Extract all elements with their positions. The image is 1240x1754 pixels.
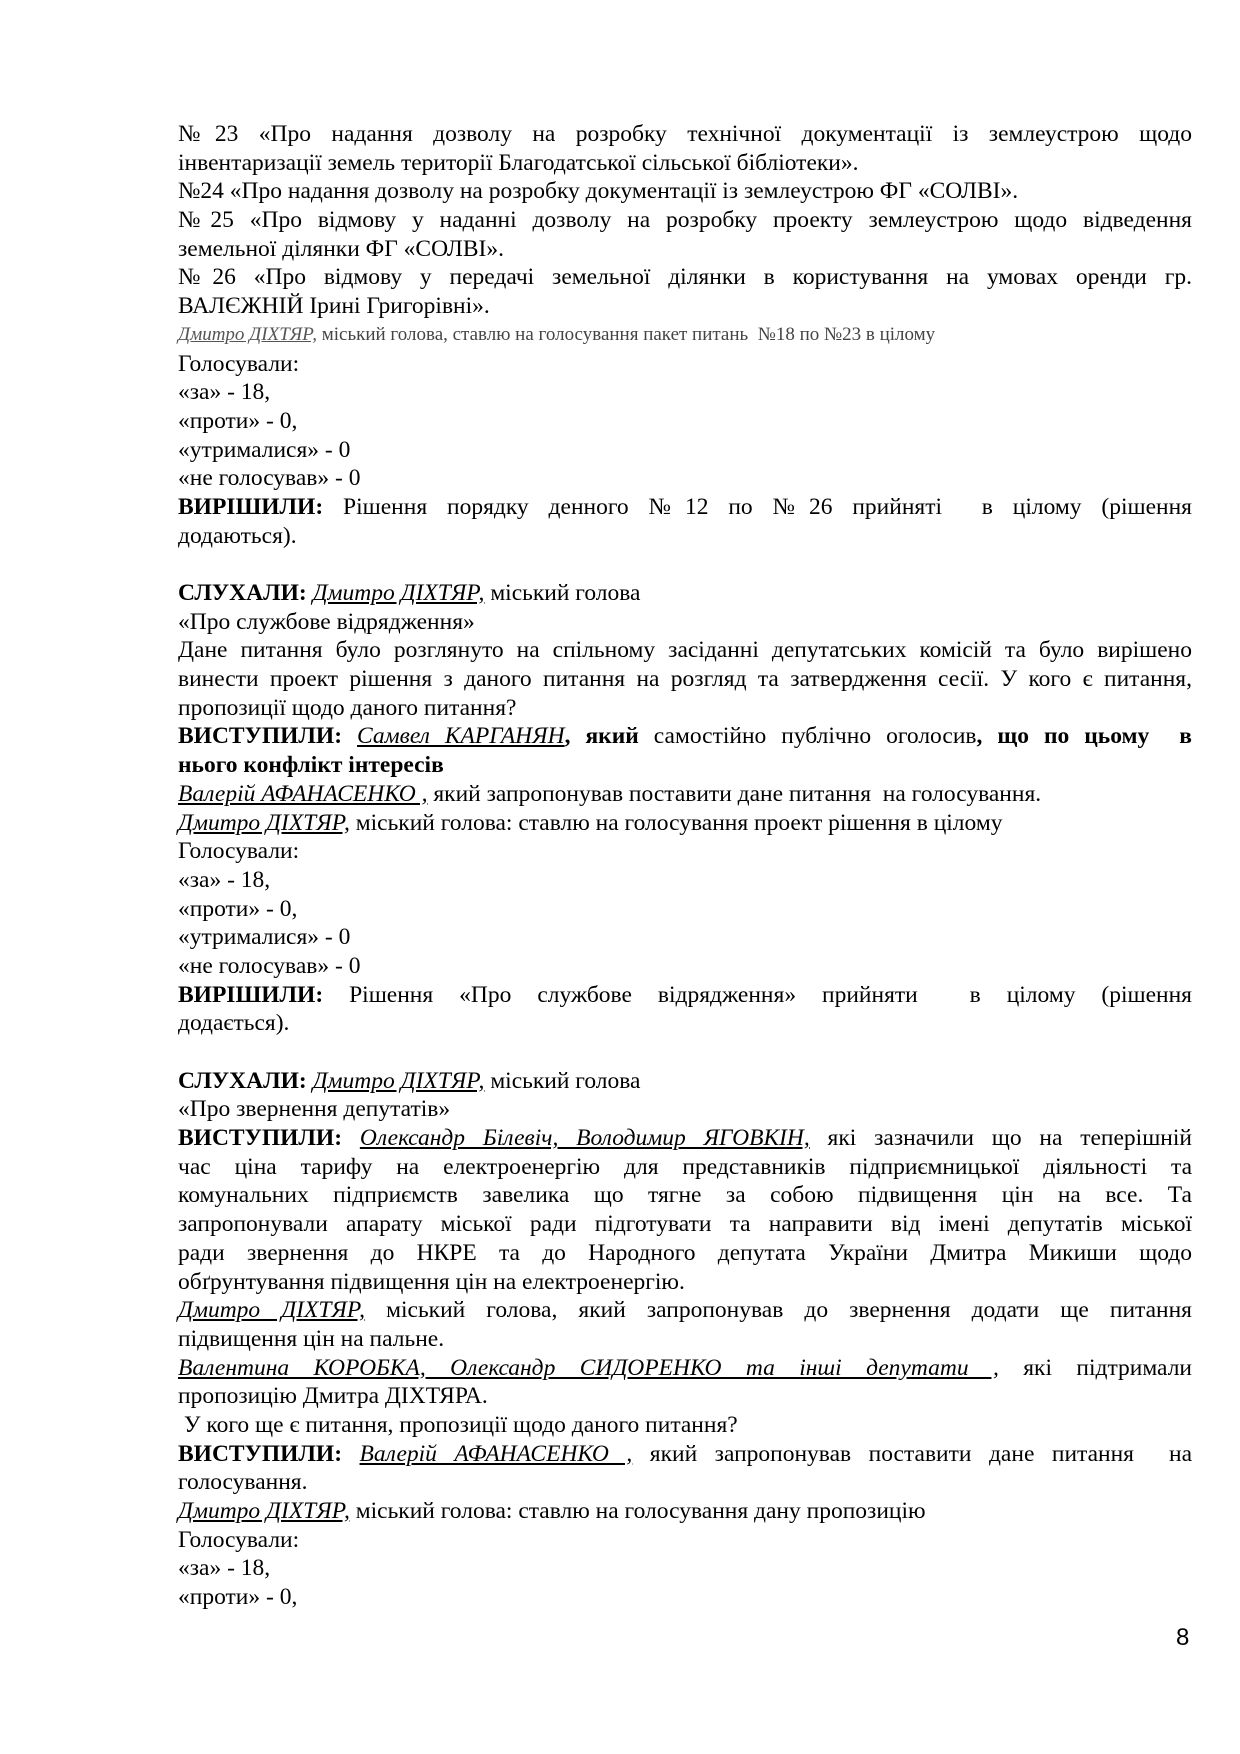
line-text: додаються).	[178, 522, 297, 549]
speaker-name: Валентина КОРОБКА, Олександр СИДОРЕНКО та інші депутати ,	[178, 1354, 999, 1381]
line-text: «за» - 18,	[178, 1555, 271, 1582]
text-line	[178, 378, 1192, 407]
text-line	[178, 206, 1192, 235]
line-text: Дане питання було розглянуто на спільному засіданні депутатських комісій та було вирішено	[178, 637, 1192, 664]
text-line	[178, 1239, 1192, 1268]
section-label: нього конфлікт інтересів	[178, 752, 444, 779]
page-number: 8	[1176, 1624, 1190, 1651]
text-line	[178, 837, 1192, 866]
line-text: №26 «Про відмову у передачі земельної ділянки в користування на умовах оренди гр.	[178, 264, 1192, 291]
text-line	[178, 1124, 1192, 1153]
document-page	[178, 120, 1192, 1612]
line-text: «Про службове відрядження»	[178, 608, 475, 635]
text-line	[178, 1268, 1192, 1297]
line-text: ради звернення до НКРЕ та до Народного депутата України Дмитра Микиши щодо	[178, 1239, 1192, 1266]
line-text: який запропонував поставити дане питання на	[632, 1440, 1192, 1467]
text-line	[178, 694, 1192, 723]
section-label: СЛУХАЛИ:	[178, 580, 313, 606]
text-line	[178, 952, 1192, 981]
text-line	[178, 1210, 1192, 1239]
line-text: міський голова: ставлю на голосування проект рішення в цілому	[349, 809, 1003, 836]
text-line	[178, 1583, 1192, 1612]
line-text: «проти» - 0,	[178, 1584, 298, 1611]
line-text: міський голова: ставлю на голосування дану пропозицію	[349, 1498, 926, 1524]
text-line	[178, 1181, 1192, 1210]
line-text: «за» - 18,	[178, 866, 271, 893]
text-line	[178, 895, 1192, 924]
text-line	[178, 407, 1192, 436]
line-text: Рішення «Про службове відрядження» прийняти в цілому (рішення	[323, 981, 1192, 1008]
speaker-name: Валерій АФАНАСЕНКО ,	[178, 780, 428, 807]
line-text: земельної ділянки ФГ «СОЛВІ».	[178, 235, 504, 262]
speaker-name: Дмитро ДІХТЯР,	[178, 1498, 350, 1524]
text-line	[178, 608, 1192, 637]
text-line	[178, 464, 1192, 493]
text-line	[178, 493, 1192, 522]
section-label: ВИСТУПИЛИ:	[178, 723, 358, 750]
text-line	[178, 1325, 1192, 1354]
text-line	[178, 550, 1192, 579]
line-text: «проти» - 0,	[178, 407, 298, 434]
text-line	[178, 1009, 1192, 1038]
text-line	[178, 665, 1192, 694]
line-text: «проти» - 0,	[178, 895, 298, 922]
line-text: Голосували:	[178, 838, 300, 865]
line-text: ВАЛЄЖНІЙ Ірині Григорівні».	[178, 293, 490, 320]
text-line	[178, 1497, 1192, 1526]
text-line	[178, 866, 1192, 895]
text-line	[178, 1382, 1192, 1411]
text-line	[178, 1153, 1192, 1182]
line-text: міський голова	[484, 580, 641, 606]
speaker-name: Дмитро ДІХТЯР,	[178, 323, 317, 345]
text-line	[178, 177, 1192, 206]
section-label: ВИСТУПИЛИ:	[178, 1440, 360, 1467]
line-text: підвищення цін на пальне.	[178, 1325, 445, 1352]
text-line	[178, 1038, 1192, 1067]
text-line	[178, 809, 1192, 838]
line-text: обґрунтування підвищення цін на електроенергію.	[178, 1268, 685, 1295]
line-text: пропозицію Дмитра ДІХТЯРА.	[178, 1383, 488, 1410]
line-text: які підтримали	[998, 1354, 1192, 1381]
text-line	[178, 350, 1192, 379]
text-line	[178, 436, 1192, 465]
text-line	[178, 1440, 1192, 1469]
text-line	[178, 1468, 1192, 1497]
speaker-name: Дмитро ДІХТЯР,	[178, 809, 350, 836]
text-line	[178, 149, 1192, 178]
line-text: «не голосував» - 0	[178, 465, 361, 492]
line-text: Голосували:	[178, 350, 300, 377]
text-line	[178, 1354, 1192, 1383]
line-text: міський голова	[484, 1067, 641, 1094]
section-label: , який	[564, 723, 639, 750]
line-text: №24 «Про надання дозволу на розробку документації із землеустрою ФГ «СОЛВІ».	[178, 178, 1019, 205]
speaker-name: Дмитро ДІХТЯР,	[312, 580, 485, 606]
line-text: які зазначили що на теперішній	[809, 1125, 1192, 1152]
line-text: «Про звернення депутатів»	[178, 1096, 451, 1123]
text-line	[178, 1554, 1192, 1583]
section-label: СЛУХАЛИ:	[178, 1067, 313, 1094]
text-line	[178, 292, 1192, 321]
line-text: пропозиції щодо даного питання?	[178, 694, 517, 721]
line-text: Рішення порядку денного №12 по №26 прийняті в цілому (рішення	[323, 493, 1192, 520]
text-line	[178, 579, 1192, 608]
speaker-name: Валерій АФАНАСЕНКО ,	[359, 1440, 633, 1467]
line-text: міський голова, який запропонував до звернення додати ще питання	[365, 1297, 1192, 1324]
section-label: ВИРІШИЛИ:	[178, 493, 324, 520]
text-line	[178, 120, 1192, 149]
line-text: винести проект рішення з даного питання на розгляд та затвердження сесії. У кого є питання,	[178, 666, 1192, 693]
text-line	[178, 321, 1192, 350]
speaker-name: Дмитро ДІХТЯР,	[312, 1067, 485, 1094]
line-text: «не голосував» - 0	[178, 952, 361, 979]
line-text: час ціна тарифу на електроенергію для представників підприємницької діяльності та	[178, 1153, 1192, 1180]
line-text: голосування.	[178, 1469, 308, 1496]
section-label: , що по цьому в	[976, 723, 1192, 750]
speaker-name: Самвел КАРГАНЯН	[357, 723, 565, 750]
text-line	[178, 1526, 1192, 1555]
text-line	[178, 522, 1192, 551]
line-text: комунальних підприємств завелика що тягне за собою підвищення цін на все. Та	[178, 1182, 1192, 1209]
section-label: ВИСТУПИЛИ:	[178, 1125, 360, 1152]
text-line	[178, 235, 1192, 264]
line-text: Голосували:	[178, 1526, 300, 1553]
line-text: №25 «Про відмову у наданні дозволу на розробку проекту землеустрою щодо відведення	[178, 207, 1192, 234]
text-line	[178, 923, 1192, 952]
line-text: №23 «Про надання дозволу на розробку технічної документації із землеустрою щодо	[178, 121, 1192, 147]
text-line	[178, 1411, 1192, 1440]
speaker-name: Дмитро ДІХТЯР,	[178, 1297, 366, 1324]
line-text: «за» - 18,	[178, 379, 271, 406]
line-text: який запропонував поставити дане питання на голосування.	[427, 780, 1042, 807]
line-text: «утрималися» - 0	[178, 924, 351, 951]
text-line	[178, 263, 1192, 292]
text-line	[178, 636, 1192, 665]
line-text: запропонували апарату міської ради підготувати та направити від імені депутатів міської	[178, 1211, 1192, 1238]
line-text: «утрималися» - 0	[178, 436, 351, 463]
line-text: У кого ще є питання, пропозиції щодо даного питання?	[178, 1411, 738, 1438]
text-line	[178, 751, 1192, 780]
line-text: самостійно публічно оголосив	[638, 723, 977, 750]
text-line	[178, 780, 1192, 809]
section-label: ВИРІШИЛИ:	[178, 981, 324, 1008]
text-line	[178, 1067, 1192, 1096]
text-line	[178, 1095, 1192, 1124]
speaker-name: Олександр Білевіч, Володимир ЯГОВКІН,	[359, 1125, 810, 1152]
text-line	[178, 981, 1192, 1010]
line-text: інвентаризації земель території Благодатської сільської бібліотеки».	[178, 149, 859, 176]
text-line	[178, 1296, 1192, 1325]
line-text: додається).	[178, 1010, 290, 1037]
text-line	[178, 722, 1192, 751]
line-text: міський голова, ставлю на голосування пакет питань №18 по №23 в цілому	[316, 323, 936, 345]
